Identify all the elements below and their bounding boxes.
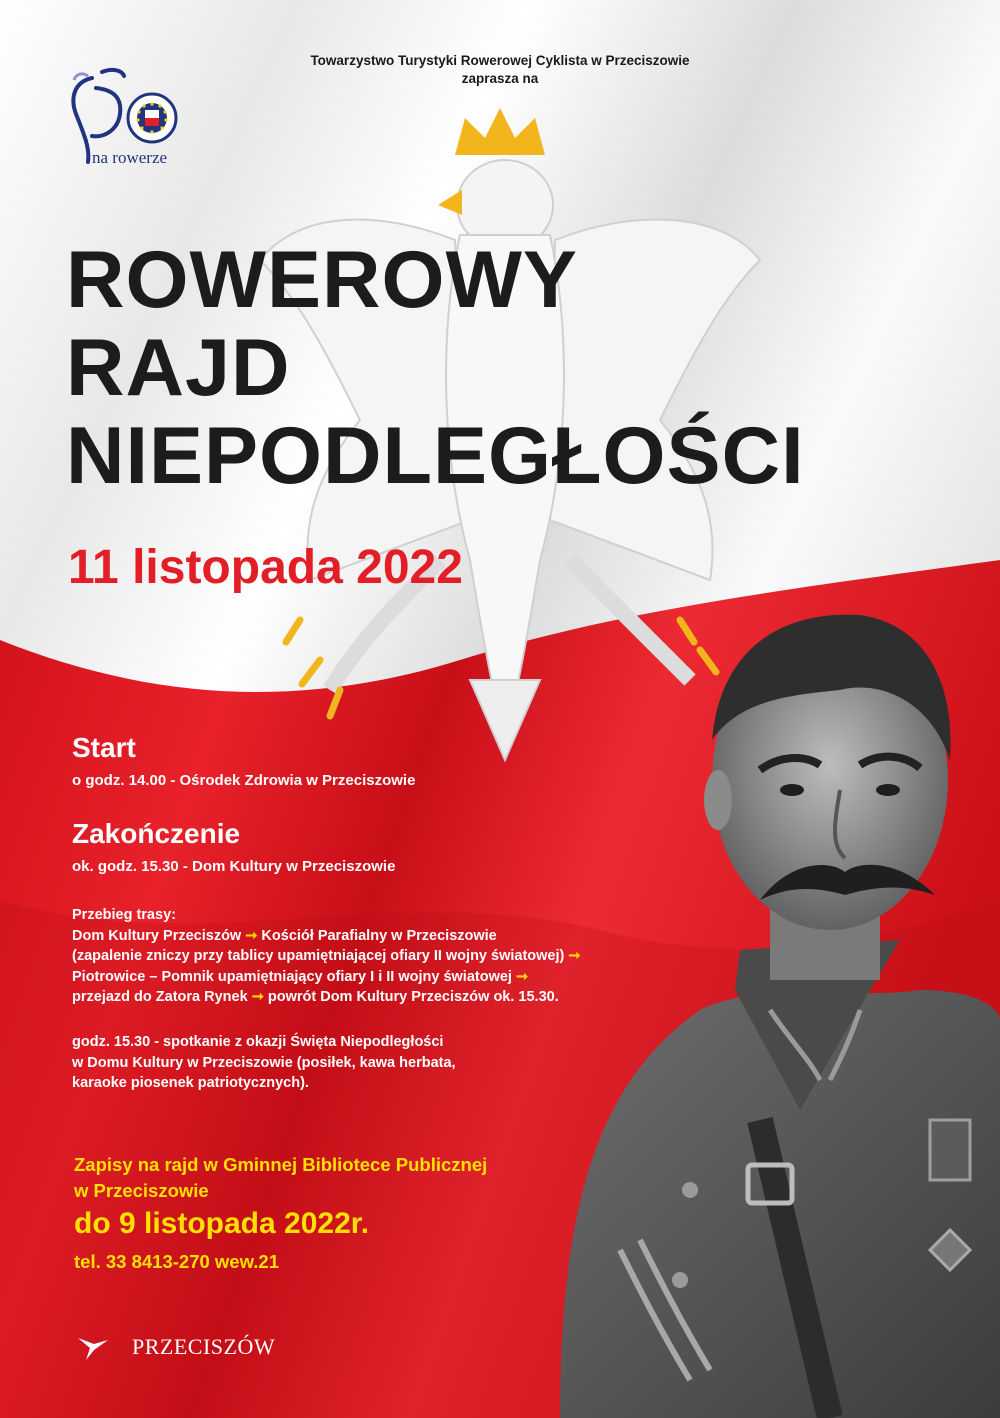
route-line-2: (zapalenie zniczy przy tablicy upamiętniającej ofiary II wojny światowej) ➞: [72, 948, 581, 964]
finish-heading: Zakończenie: [72, 818, 241, 849]
registration-phone: tel. 33 8413-270 wew.21: [74, 1251, 280, 1272]
bird-icon: [76, 1330, 110, 1364]
arrow-icon: ➞: [251, 989, 264, 1005]
arrow-icon: ➞: [516, 968, 529, 985]
start-heading: Start: [72, 732, 136, 763]
organizer-text: [300, 52, 700, 88]
title-line-3: NIEPODLEGŁOŚCI: [66, 411, 805, 501]
registration-line-2: w Przeciszowie: [74, 1180, 209, 1201]
arrow-icon: ➞: [568, 948, 581, 964]
route-label: Przebieg trasy:: [72, 907, 176, 923]
event-date: 11 listopada 2022: [68, 541, 463, 594]
route-line-1: Dom Kultury Przeciszów ➞ Kościół Parafialny w Przeciszowie: [72, 927, 497, 944]
logo-caption: na rowerze: [92, 148, 168, 167]
title-line-1: ROWEROWY: [66, 235, 578, 325]
meeting-line-1: godz. 15.30 - spotkanie z okazji Święta Niepodległości: [72, 1034, 444, 1050]
registration-info: [74, 1152, 487, 1204]
event-title: [66, 236, 805, 500]
meeting-description: [72, 1032, 456, 1094]
meeting-line-3: karaoke piosenek patriotycznych).: [72, 1075, 309, 1091]
arrow-icon: ➞: [245, 927, 258, 944]
meeting-line-2: w Domu Kultury w Przeciszowie (posiłek, kawa herbata,: [72, 1054, 456, 1071]
route-description: [72, 905, 581, 1008]
title-line-2: RAJD: [66, 323, 291, 413]
registration-deadline: do 9 listopada 2022r.: [74, 1207, 370, 1240]
route-line-3: Piotrowice – Pomnik upamiętniający ofiary I i II wojny światowej ➞: [72, 968, 529, 985]
finish-detail: ok. godz. 15.30 - Dom Kultury w Przeciszowie: [72, 858, 396, 875]
start-detail: o godz. 14.00 - Ośrodek Zdrowia w Przeciszowie: [72, 772, 416, 789]
brand-name: PRZECISZÓW: [132, 1334, 276, 1359]
registration-line-1: Zapisy na rajd w Gminnej Bibliotece Publicznej: [74, 1154, 488, 1175]
organizer-invite: zaprasza na: [461, 71, 539, 86]
route-line-4: przejazd do Zatora Rynek ➞ powrót Dom Kultury Przeciszów ok. 15.30.: [72, 989, 559, 1005]
organizer-name: Towarzystwo Turystyki Rowerowej Cyklista w Przeciszowie: [310, 53, 690, 68]
